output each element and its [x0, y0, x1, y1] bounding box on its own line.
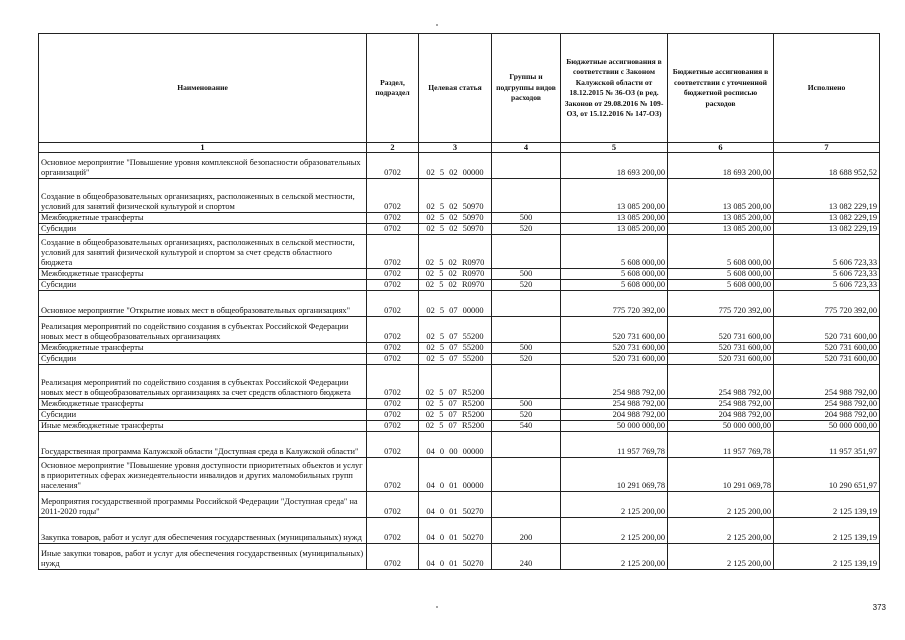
row-done-amount: 5 606 723,33 — [774, 235, 880, 269]
row-section: 0702 — [367, 153, 419, 179]
row-group — [492, 179, 561, 213]
row-target: 04 0 01 50270 — [419, 544, 492, 570]
row-group: 240 — [492, 544, 561, 570]
row-done-amount: 204 988 792,00 — [774, 410, 880, 421]
row-done-amount: 13 082 229,19 — [774, 213, 880, 224]
row-done-amount: 775 720 392,00 — [774, 291, 880, 317]
row-roster-amount: 5 608 000,00 — [668, 280, 774, 291]
row-law-amount: 2 125 200,00 — [561, 544, 668, 570]
row-section: 0702 — [367, 492, 419, 518]
row-name: Основное мероприятие "Повышение уровня комплексной безопасности образовательных организаций" — [39, 153, 367, 179]
row-roster-amount: 775 720 392,00 — [668, 291, 774, 317]
table-row — [39, 544, 880, 570]
row-group: 500 — [492, 399, 561, 410]
row-name: Мероприятия государственной программы Российской Федерации "Доступная среда" на 2011-2020 годы" — [39, 492, 367, 518]
row-name: Межбюджетные трансферты — [39, 343, 367, 354]
row-section: 0702 — [367, 354, 419, 365]
row-target: 02 5 02 50970 — [419, 213, 492, 224]
row-section: 0702 — [367, 269, 419, 280]
table-body — [39, 153, 880, 570]
table-row — [39, 421, 880, 432]
column-number: 1 — [39, 143, 367, 153]
row-law-amount: 520 731 600,00 — [561, 343, 668, 354]
row-section: 0702 — [367, 280, 419, 291]
row-name: Межбюджетные трансферты — [39, 399, 367, 410]
row-roster-amount: 13 085 200,00 — [668, 179, 774, 213]
row-done-amount: 5 606 723,33 — [774, 269, 880, 280]
row-target: 02 5 07 00000 — [419, 291, 492, 317]
row-target: 02 5 02 R0970 — [419, 280, 492, 291]
row-roster-amount: 5 608 000,00 — [668, 235, 774, 269]
table-row — [39, 410, 880, 421]
row-target: 02 5 07 55200 — [419, 343, 492, 354]
row-target: 02 5 07 55200 — [419, 354, 492, 365]
row-roster-amount: 520 731 600,00 — [668, 343, 774, 354]
row-target: 04 0 00 00000 — [419, 432, 492, 458]
row-done-amount: 520 731 600,00 — [774, 317, 880, 343]
row-section: 0702 — [367, 343, 419, 354]
row-target: 02 5 02 50970 — [419, 179, 492, 213]
row-name: Создание в общеобразовательных организациях, расположенных в сельской местности, условий для занятий физической культурой и спортом — [39, 179, 367, 213]
row-group — [492, 458, 561, 492]
row-roster-amount: 18 693 200,00 — [668, 153, 774, 179]
row-law-amount: 520 731 600,00 — [561, 354, 668, 365]
row-roster-amount: 11 957 769,78 — [668, 432, 774, 458]
row-done-amount: 11 957 351,97 — [774, 432, 880, 458]
row-law-amount: 520 731 600,00 — [561, 317, 668, 343]
row-target: 02 5 07 55200 — [419, 317, 492, 343]
table-row — [39, 153, 880, 179]
row-section: 0702 — [367, 458, 419, 492]
table-row — [39, 492, 880, 518]
row-roster-amount: 520 731 600,00 — [668, 317, 774, 343]
header-name: Наименование — [39, 34, 367, 143]
row-group — [492, 492, 561, 518]
row-done-amount: 254 988 792,00 — [774, 399, 880, 410]
row-done-amount: 520 731 600,00 — [774, 343, 880, 354]
column-number: 6 — [668, 143, 774, 153]
row-name: Реализация мероприятий по содействию создания в субъектах Российской Федерации новых мест в общеобразовательных организациях за счет средств областного бюджета — [39, 365, 367, 399]
table-row — [39, 291, 880, 317]
row-law-amount: 204 988 792,00 — [561, 410, 668, 421]
row-section: 0702 — [367, 399, 419, 410]
row-group: 200 — [492, 518, 561, 544]
row-target: 04 0 01 00000 — [419, 458, 492, 492]
row-law-amount: 50 000 000,00 — [561, 421, 668, 432]
row-group: 520 — [492, 224, 561, 235]
table-row — [39, 235, 880, 269]
header-law: Бюджетные ассигнования в соответствии с Законом Калужской области от 18.12.2015 № 36-ОЗ (в ред. Законов от 29.08.2016 № 109-ОЗ, от 15.12.2016 № 147-ОЗ) — [561, 34, 668, 143]
row-name: Субсидии — [39, 280, 367, 291]
row-law-amount: 254 988 792,00 — [561, 365, 668, 399]
row-group: 500 — [492, 343, 561, 354]
row-law-amount: 5 608 000,00 — [561, 280, 668, 291]
row-roster-amount: 2 125 200,00 — [668, 518, 774, 544]
row-target: 04 0 01 50270 — [419, 518, 492, 544]
row-done-amount: 520 731 600,00 — [774, 354, 880, 365]
row-law-amount: 254 988 792,00 — [561, 399, 668, 410]
row-roster-amount: 254 988 792,00 — [668, 365, 774, 399]
row-roster-amount: 5 608 000,00 — [668, 269, 774, 280]
row-target: 02 5 02 R0970 — [419, 269, 492, 280]
row-name: Реализация мероприятий по содействию создания в субъектах Российской Федерации новых мест в общеобразовательных организациях — [39, 317, 367, 343]
column-number: 3 — [419, 143, 492, 153]
row-done-amount: 2 125 139,19 — [774, 544, 880, 570]
row-roster-amount: 254 988 792,00 — [668, 399, 774, 410]
row-target: 04 0 01 50270 — [419, 492, 492, 518]
row-target: 02 5 07 R5200 — [419, 421, 492, 432]
row-name: Закупка товаров, работ и услуг для обеспечения государственных (муниципальных) нужд — [39, 518, 367, 544]
row-name: Субсидии — [39, 224, 367, 235]
row-law-amount: 18 693 200,00 — [561, 153, 668, 179]
row-done-amount: 50 000 000,00 — [774, 421, 880, 432]
row-target: 02 5 07 R5200 — [419, 410, 492, 421]
row-section: 0702 — [367, 410, 419, 421]
row-law-amount: 5 608 000,00 — [561, 269, 668, 280]
row-name: Субсидии — [39, 354, 367, 365]
column-number: 5 — [561, 143, 668, 153]
row-target: 02 5 02 50970 — [419, 224, 492, 235]
row-roster-amount: 13 085 200,00 — [668, 213, 774, 224]
row-law-amount: 13 085 200,00 — [561, 179, 668, 213]
row-target: 02 5 02 R0970 — [419, 235, 492, 269]
row-section: 0702 — [367, 317, 419, 343]
row-done-amount: 5 606 723,33 — [774, 280, 880, 291]
row-group — [492, 432, 561, 458]
column-number-row — [39, 143, 880, 153]
row-target: 02 5 02 00000 — [419, 153, 492, 179]
row-section: 0702 — [367, 179, 419, 213]
row-target: 02 5 07 R5200 — [419, 399, 492, 410]
row-section: 0702 — [367, 213, 419, 224]
row-section: 0702 — [367, 224, 419, 235]
table-row — [39, 317, 880, 343]
table-row — [39, 354, 880, 365]
row-section: 0702 — [367, 235, 419, 269]
row-section: 0702 — [367, 432, 419, 458]
row-group: 540 — [492, 421, 561, 432]
row-name: Иные закупки товаров, работ и услуг для обеспечения государственных (муниципальных) нужд — [39, 544, 367, 570]
row-group: 500 — [492, 213, 561, 224]
row-done-amount: 2 125 139,19 — [774, 492, 880, 518]
row-done-amount: 13 082 229,19 — [774, 224, 880, 235]
scan-mark — [436, 606, 438, 608]
row-section: 0702 — [367, 365, 419, 399]
table-row — [39, 399, 880, 410]
row-name: Основное мероприятие "Открытие новых мест в общеобразовательных организациях" — [39, 291, 367, 317]
row-name: Основное мероприятие "Повышение уровня доступности приоритетных объектов и услуг в приоритетных сферах жизнедеятельности инвалидов и других маломобильных групп населения" — [39, 458, 367, 492]
row-group: 520 — [492, 354, 561, 365]
row-group — [492, 317, 561, 343]
column-number: 7 — [774, 143, 880, 153]
row-name: Государственная программа Калужской области "Доступная среда в Калужской области" — [39, 432, 367, 458]
table-row — [39, 224, 880, 235]
table-row — [39, 213, 880, 224]
row-name: Создание в общеобразовательных организациях, расположенных в сельской местности, условий для занятий физической культурой и спортом за счет средств областного бюджета — [39, 235, 367, 269]
header-group: Группы и подгруппы видов расходов — [492, 34, 561, 143]
row-roster-amount: 10 291 069,78 — [668, 458, 774, 492]
row-name: Межбюджетные трансферты — [39, 213, 367, 224]
header-roster: Бюджетные ассигнования в соответствии с уточненной бюджетной росписью расходов — [668, 34, 774, 143]
row-section: 0702 — [367, 291, 419, 317]
row-law-amount: 775 720 392,00 — [561, 291, 668, 317]
column-number: 4 — [492, 143, 561, 153]
header-section: Раздел, подраздел — [367, 34, 419, 143]
row-group — [492, 153, 561, 179]
row-roster-amount: 50 000 000,00 — [668, 421, 774, 432]
row-target: 02 5 07 R5200 — [419, 365, 492, 399]
row-done-amount: 13 082 229,19 — [774, 179, 880, 213]
table-row — [39, 458, 880, 492]
row-roster-amount: 520 731 600,00 — [668, 354, 774, 365]
row-done-amount: 10 290 651,97 — [774, 458, 880, 492]
row-group: 520 — [492, 280, 561, 291]
page-number: 373 — [872, 603, 886, 612]
header-done: Исполнено — [774, 34, 880, 143]
row-group: 500 — [492, 269, 561, 280]
row-group — [492, 235, 561, 269]
row-law-amount: 13 085 200,00 — [561, 213, 668, 224]
scan-mark — [436, 24, 438, 26]
header-target: Целевая статья — [419, 34, 492, 143]
row-section: 0702 — [367, 518, 419, 544]
row-law-amount: 5 608 000,00 — [561, 235, 668, 269]
table-row — [39, 343, 880, 354]
row-roster-amount: 13 085 200,00 — [668, 224, 774, 235]
table-row — [39, 280, 880, 291]
table-row — [39, 518, 880, 544]
table-header-row — [39, 34, 880, 143]
row-roster-amount: 204 988 792,00 — [668, 410, 774, 421]
row-group — [492, 365, 561, 399]
column-number: 2 — [367, 143, 419, 153]
row-law-amount: 13 085 200,00 — [561, 224, 668, 235]
row-law-amount: 2 125 200,00 — [561, 518, 668, 544]
table-row — [39, 432, 880, 458]
row-law-amount: 10 291 069,78 — [561, 458, 668, 492]
row-name: Межбюджетные трансферты — [39, 269, 367, 280]
row-section: 0702 — [367, 544, 419, 570]
row-group: 520 — [492, 410, 561, 421]
row-name: Субсидии — [39, 410, 367, 421]
row-roster-amount: 2 125 200,00 — [668, 492, 774, 518]
row-done-amount: 254 988 792,00 — [774, 365, 880, 399]
row-name: Иные межбюджетные трансферты — [39, 421, 367, 432]
row-law-amount: 2 125 200,00 — [561, 492, 668, 518]
row-done-amount: 2 125 139,19 — [774, 518, 880, 544]
row-law-amount: 11 957 769,78 — [561, 432, 668, 458]
table-row — [39, 269, 880, 280]
budget-table — [38, 33, 880, 570]
row-section: 0702 — [367, 421, 419, 432]
row-group — [492, 291, 561, 317]
table-row — [39, 365, 880, 399]
row-done-amount: 18 688 952,52 — [774, 153, 880, 179]
row-roster-amount: 2 125 200,00 — [668, 544, 774, 570]
table-row — [39, 179, 880, 213]
